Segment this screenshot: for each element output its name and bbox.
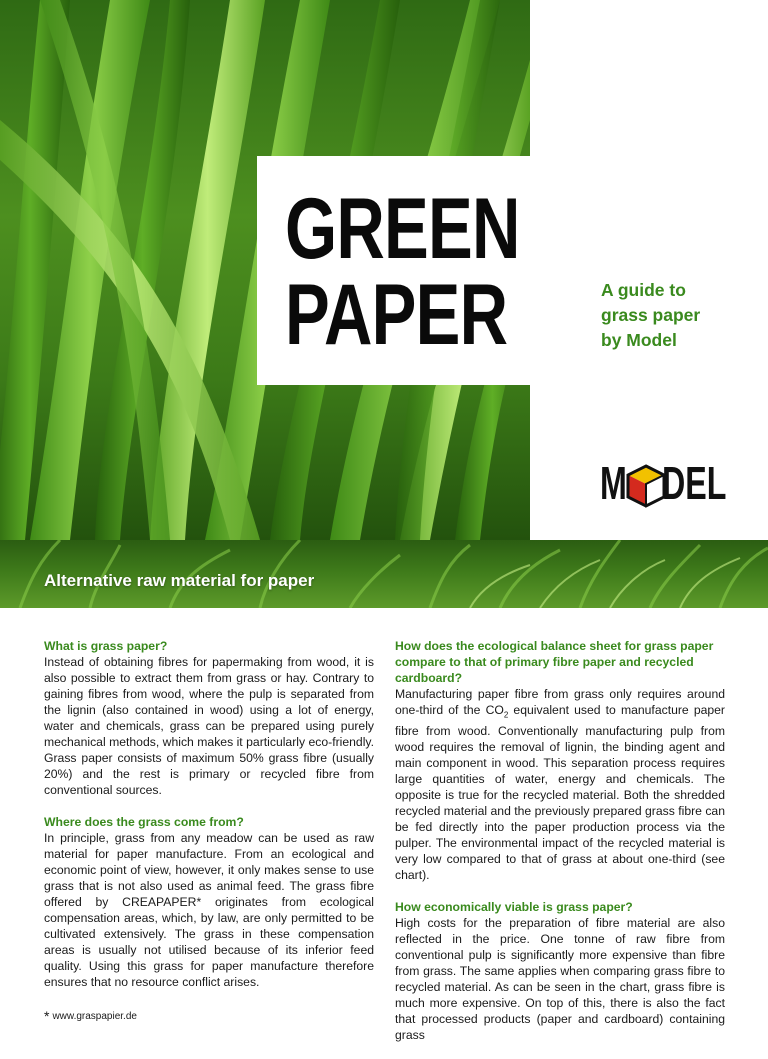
section-body: In principle, grass from any meadow can be used as raw material for paper manufacture. From an ecological and economic point of view, however, it only makes sense to use grass that is not also used as animal feed. The grass fibre offered by CREAPAPER* originates from ecological compensation areas, which, by law, are only permitted to be cultivated extensively. The grass in these compensation areas is usually not utilised because of its inferior feed quality. Using this grass for paper manufacture therefore ensures that no resource conflict arises.: [44, 831, 374, 989]
subtitle-line-1: A guide to: [601, 280, 686, 300]
section-heading: How economically viable is grass paper?: [395, 900, 633, 915]
banner-title: Alternative raw material for paper: [44, 571, 315, 590]
footnote-mark: *: [44, 1008, 50, 1024]
co2-subscript: 2: [503, 710, 509, 720]
title-line-1: GREEN: [285, 181, 520, 277]
grass-photo: [0, 0, 530, 540]
logo-wordmark: M: [600, 457, 627, 509]
logo-wordmark-end: DEL: [662, 457, 727, 509]
right-column: [395, 638, 725, 1059]
section-heading: What is grass paper?: [44, 639, 168, 653]
body-text-part: Manufacturing paper fibre from grass only requires around one-third of the CO: [395, 687, 725, 717]
section-heading: How does the ecological balance sheet for grass paper compare to that of primary fibre paper and recycled cardboard?: [395, 639, 714, 685]
section-body: Instead of obtaining fibres for papermaking from wood, it is also possible to extract them from grass or hay. Contrary to gaining fibres from wood, where the pulp is separated from the lignin (also contained in wood) using a lot of energy, water and chemicals, grass can be prepared using purely mechanical methods, which makes it particularly eco-friendly. Grass paper consists of maximum 50% grass fibre (usually 20%) and the rest is primary or recycled fibre from conventional sources.: [44, 655, 374, 797]
subtitle: [601, 278, 751, 353]
subtitle-line-2: grass paper: [601, 305, 701, 325]
subtitle-line-3: by Model: [601, 330, 677, 350]
body-text-part: equivalent used to manufacture paper fibre from wood. Conventionally manufacturing pulp from wood requires the removal of lignin, the binding agent and main component in wood. This separation process requires large quantities of water, energy and chemicals. The opposite is true for the recycled material. Both the shredded recycled material and the previously prepared grass fibre can be fed directly into the paper production process via the pulper. The environmental impact of the recycled material is very low compared to that of grass at about one-third (see chart).: [395, 703, 725, 883]
section-body: High costs for the preparation of fibre material are also reflected in the price. One tonne of raw fibre from conventional pulp is significantly more expensive than fibre from grass. The same applies when comparing grass fibre to recycled material. As can be seen in the chart, grass fibre is much more expensive. On top of this, there is also the fact that processed products (paper and cardboard) containing grass: [395, 916, 725, 1043]
footnote-link[interactable]: www.graspapier.de: [52, 1011, 137, 1022]
section-heading: Where does the grass come from?: [44, 815, 244, 829]
section-body: [395, 686, 725, 883]
footnote: [44, 1008, 137, 1025]
model-logo: [600, 456, 727, 510]
title-box: [257, 156, 530, 385]
section-banner: [0, 540, 768, 608]
left-column: [44, 638, 374, 1006]
title-line-2: PAPER: [285, 267, 508, 363]
